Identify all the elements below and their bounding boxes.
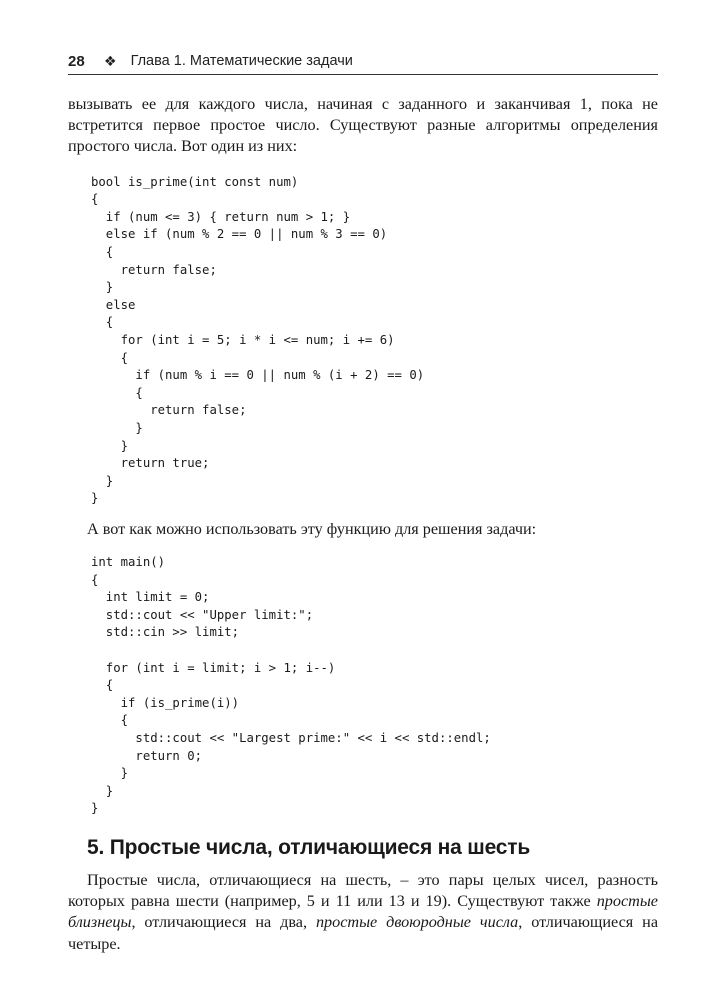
ornament-icon: ❖ xyxy=(104,52,117,69)
running-header xyxy=(68,48,658,74)
page-number: 28 xyxy=(68,52,85,70)
section-heading: 5. Простые числа, отличающиеся на шесть xyxy=(87,836,531,859)
header-rule xyxy=(68,74,658,75)
section-paragraph-text-1: Простые числа, отличающиеся на шесть, – это пары целых чисел, разность которых равна шести (например, 5 и 11 или 13 и 19). Существуют также xyxy=(68,871,658,911)
twin-primes-term: простые близнецы xyxy=(68,892,658,932)
book-page xyxy=(68,48,658,955)
chapter-title: Глава 1. Математические задачи xyxy=(130,53,353,69)
cousin-primes-term: простые двоюродные числа xyxy=(315,913,519,932)
section-paragraph-text-2: , отличающиеся на два, xyxy=(131,913,316,932)
section-paragraph-text-3: , отличающиеся на четыре. xyxy=(68,913,658,953)
usage-paragraph: А вот как можно использовать эту функцию для решения задачи: xyxy=(87,519,537,538)
section-paragraph xyxy=(68,870,658,955)
code-listing-main: int main() { int limit = 0; std::cout << "Upper limit:"; std::cin >> limit; for (int i = limit; i > 1; i--) { if (is_prime(i)) { std::cout << "Largest prime:" << i << std::endl; return 0; } } } xyxy=(91,555,491,816)
code-listing-is-prime: bool is_prime(int const num) { if (num <= 3) { return num > 1; } else if (num % 2 == 0 || num % 3 == 0) { return false; } else { for (int i = 5; i * i <= num; i += 6) { if (num % i == 0 || num % (i + 2) == 0) { return false; } } return true; } } xyxy=(91,174,425,506)
intro-paragraph: вызывать ее для каждого числа, начиная с заданного и заканчивая 1, пока не встретится первое простое число. Существуют разные алгоритмы определения простого числа. Вот один из них: xyxy=(68,95,658,156)
